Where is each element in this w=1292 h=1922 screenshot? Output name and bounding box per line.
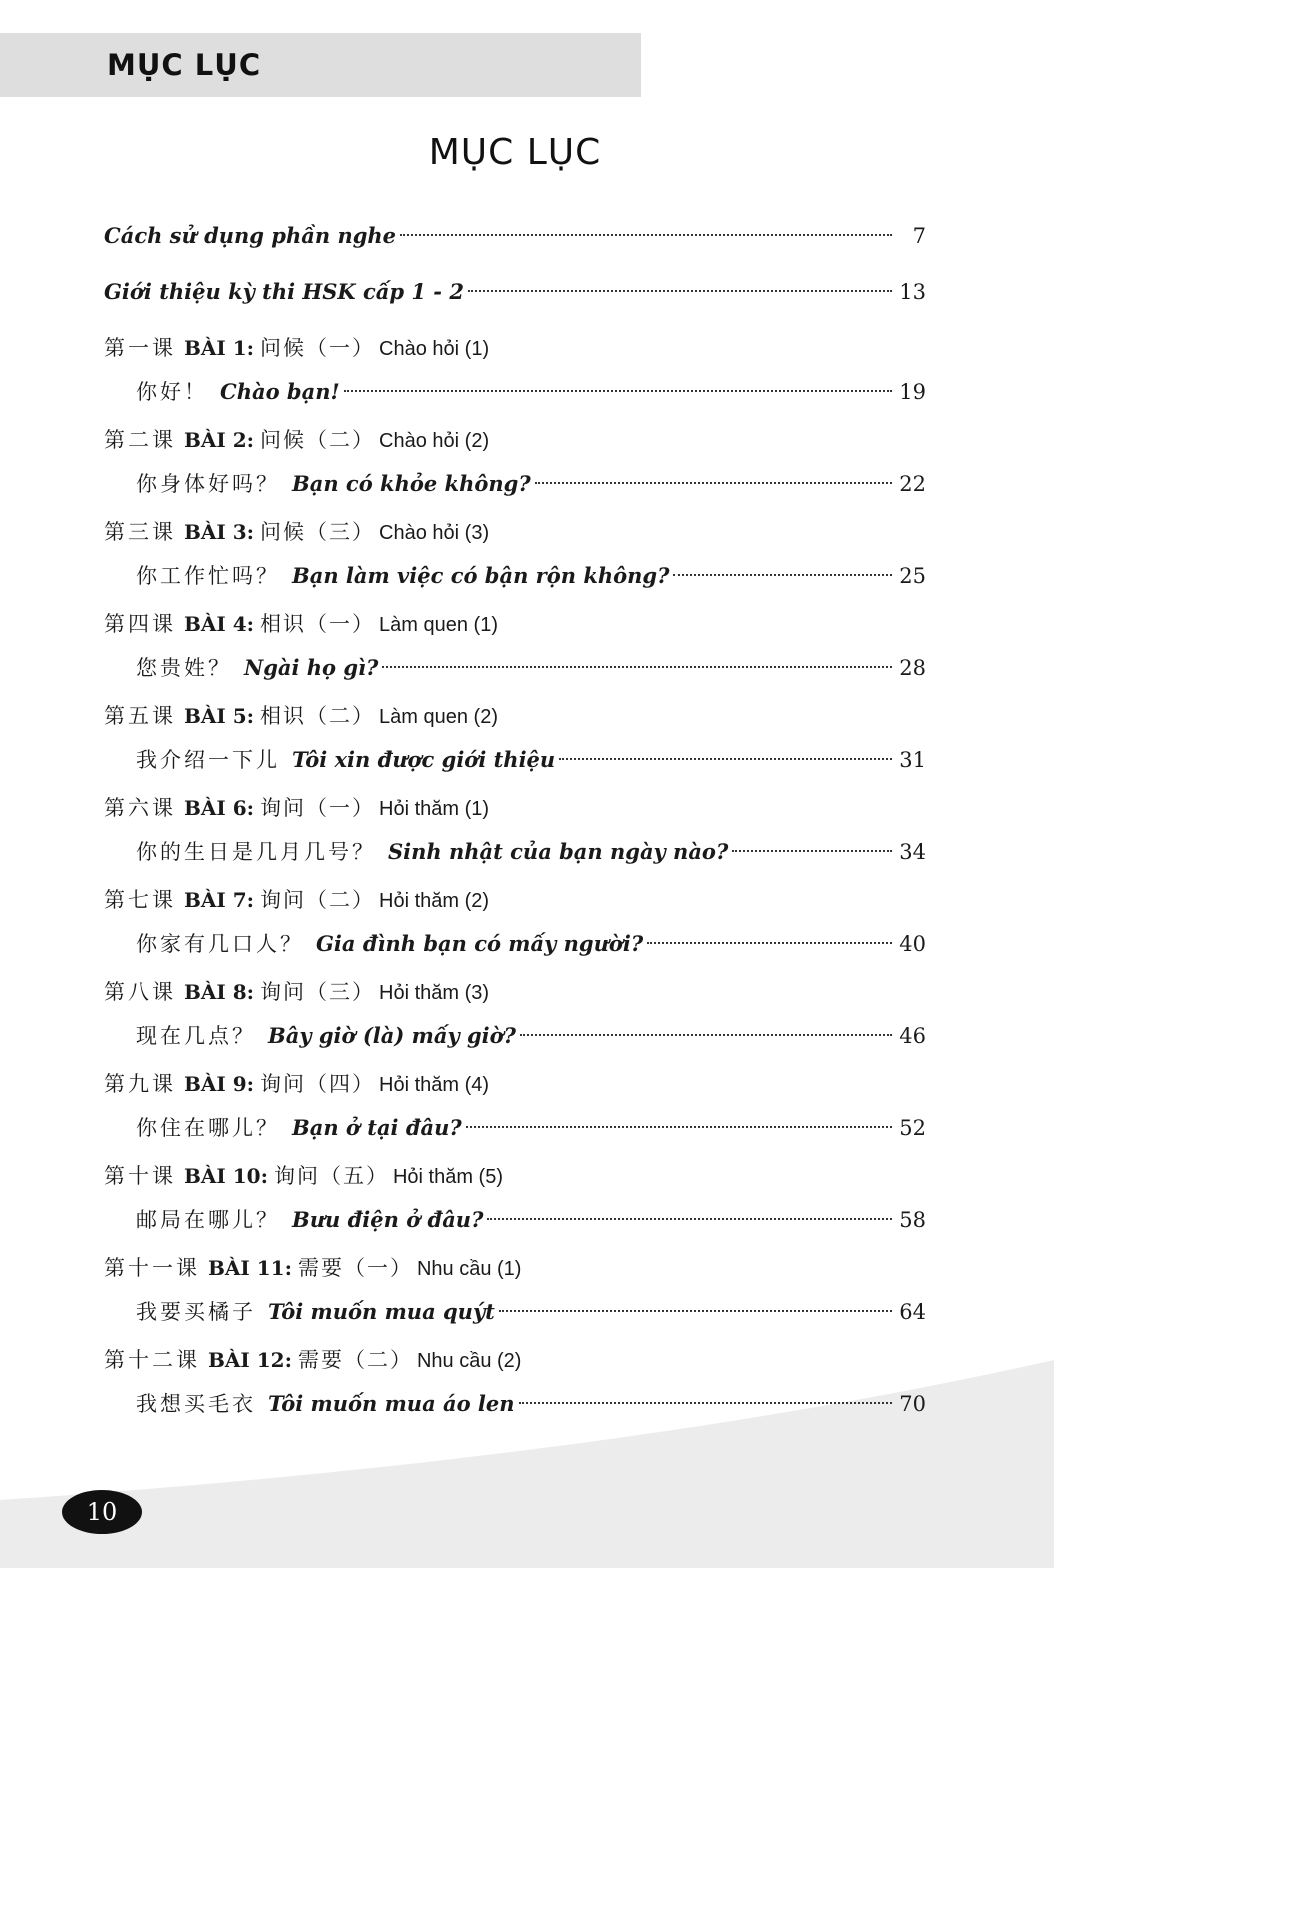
lesson-heading (104, 1338, 926, 1382)
page-ref: 22 (899, 472, 926, 496)
lesson-title-zh: 你好！ (136, 380, 208, 404)
dot-leader (519, 1402, 892, 1404)
lesson-title-row[interactable] (104, 1106, 926, 1150)
lesson-topic-vi: Chào hỏi (1) (379, 338, 490, 360)
page-ref: 13 (899, 280, 926, 304)
lesson-topic-vi: Chào hỏi (2) (379, 430, 490, 452)
lesson-title-row[interactable] (104, 1014, 926, 1058)
dot-leader (466, 1126, 892, 1128)
lesson-entry (104, 510, 926, 598)
lesson-title-vi: Tôi xin được giới thiệu (292, 747, 556, 772)
dot-leader (559, 758, 892, 760)
lesson-title-row[interactable] (104, 738, 926, 782)
lesson-number-zh: 第十课 (104, 1164, 176, 1188)
running-header: MỤC LỤC (107, 48, 262, 82)
lesson-topic-vi: Chào hỏi (3) (379, 522, 490, 544)
lesson-number-zh: 第一课 (104, 336, 176, 360)
lesson-label: BÀI 6: (184, 796, 255, 820)
lesson-topic-zh: 问候（一） (260, 336, 376, 360)
lesson-list (104, 326, 926, 1426)
lesson-title-vi: Bưu điện ở đâu? (292, 1207, 484, 1232)
lesson-label: BÀI 11: (208, 1256, 292, 1280)
lesson-topic-zh: 需要（二） (297, 1348, 413, 1372)
lesson-label: BÀI 12: (208, 1348, 292, 1372)
lesson-title-zh: 你工作忙吗？ (136, 564, 280, 588)
lesson-label: BÀI 3: (184, 520, 255, 544)
lesson-heading (104, 786, 926, 830)
lesson-topic-vi: Hỏi thăm (5) (392, 1166, 503, 1188)
lesson-title-zh: 我要买橘子 (136, 1300, 256, 1324)
dot-leader (520, 1034, 892, 1036)
lesson-entry (104, 970, 926, 1058)
lesson-title-row[interactable] (104, 830, 926, 874)
lesson-topic-zh: 问候（二） (260, 428, 376, 452)
dot-leader (535, 482, 892, 484)
lesson-topic-zh: 问候（三） (260, 520, 376, 544)
lesson-number-zh: 第六课 (104, 796, 176, 820)
header-band (0, 33, 641, 97)
lesson-label: BÀI 4: (184, 612, 255, 636)
page-ref: 58 (899, 1208, 926, 1232)
lesson-topic-vi: Làm quen (2) (379, 706, 499, 728)
lesson-title-vi: Gia đình bạn có mấy người? (316, 931, 644, 956)
lesson-entry (104, 1246, 926, 1334)
lesson-heading (104, 418, 926, 462)
lesson-number-zh: 第九课 (104, 1072, 176, 1096)
lesson-title-vi: Ngài họ gì? (244, 655, 379, 680)
page-ref: 64 (899, 1300, 926, 1324)
lesson-title-row[interactable] (104, 1290, 926, 1334)
toc-entry[interactable] (104, 270, 926, 314)
lesson-title-zh: 你住在哪儿？ (136, 1116, 280, 1140)
lesson-heading (104, 326, 926, 370)
lesson-title-vi: Sinh nhật của bạn ngày nào? (388, 839, 729, 864)
lesson-label: BÀI 10: (184, 1164, 268, 1188)
toc-entry[interactable] (104, 214, 926, 258)
lesson-heading (104, 602, 926, 646)
lesson-title-zh: 您贵姓？ (136, 656, 232, 680)
lesson-title-vi: Bây giờ (là) mấy giờ? (268, 1023, 516, 1048)
lesson-title-row[interactable] (104, 1198, 926, 1242)
lesson-topic-zh: 询问（四） (260, 1072, 376, 1096)
lesson-number-zh: 第四课 (104, 612, 176, 636)
dot-leader (344, 390, 892, 392)
lesson-heading (104, 1154, 926, 1198)
page-ref: 70 (899, 1392, 926, 1416)
lesson-topic-vi: Hỏi thăm (4) (379, 1074, 490, 1096)
dot-leader (732, 850, 892, 852)
dot-leader (468, 290, 892, 292)
page-ref: 52 (899, 1116, 926, 1140)
lesson-entry (104, 1154, 926, 1242)
lesson-title-zh: 邮局在哪儿？ (136, 1208, 280, 1232)
page-ref: 28 (899, 656, 926, 680)
lesson-entry (104, 1062, 926, 1150)
lesson-topic-vi: Làm quen (1) (379, 614, 499, 636)
lesson-title-vi: Tôi muốn mua áo len (268, 1391, 515, 1416)
lesson-title-vi: Bạn làm việc có bận rộn không? (292, 563, 670, 588)
lesson-title-row[interactable] (104, 554, 926, 598)
lesson-label: BÀI 7: (184, 888, 255, 912)
page-ref: 19 (899, 380, 926, 404)
table-of-contents (104, 214, 926, 1430)
lesson-title-row[interactable] (104, 462, 926, 506)
lesson-topic-vi: Hỏi thăm (1) (379, 798, 490, 820)
lesson-number-zh: 第十一课 (104, 1256, 200, 1280)
lesson-entry (104, 786, 926, 874)
page-title: MỤC LỤC (428, 132, 602, 173)
lesson-title-vi: Tôi muốn mua quýt (268, 1299, 495, 1324)
lesson-topic-zh: 询问（五） (273, 1164, 389, 1188)
lesson-number-zh: 第五课 (104, 704, 176, 728)
lesson-topic-zh: 相识（一） (260, 612, 376, 636)
lesson-label: BÀI 2: (184, 428, 255, 452)
lesson-heading (104, 878, 926, 922)
lesson-entry (104, 1338, 926, 1426)
lesson-entry (104, 602, 926, 690)
lesson-label: BÀI 1: (184, 336, 255, 360)
lesson-title-zh: 你家有几口人？ (136, 932, 304, 956)
lesson-title-zh: 你身体好吗？ (136, 472, 280, 496)
page-ref: 40 (899, 932, 926, 956)
lesson-topic-zh: 询问（二） (260, 888, 376, 912)
lesson-topic-zh: 相识（二） (260, 704, 376, 728)
lesson-title-row[interactable] (104, 1382, 926, 1426)
lesson-heading (104, 510, 926, 554)
lesson-title-vi: Bạn ở tại đâu? (292, 1115, 462, 1140)
lesson-entry (104, 418, 926, 506)
lesson-number-zh: 第八课 (104, 980, 176, 1004)
lesson-heading (104, 1062, 926, 1106)
page-ref: 25 (899, 564, 926, 588)
lesson-title-zh: 现在几点？ (136, 1024, 256, 1048)
page-ref: 34 (899, 840, 926, 864)
page-ref: 7 (912, 224, 926, 248)
lesson-topic-vi: Nhu cầu (1) (416, 1258, 522, 1280)
lesson-entry (104, 326, 926, 414)
lesson-entry (104, 694, 926, 782)
lesson-number-zh: 第七课 (104, 888, 176, 912)
lesson-title-row[interactable] (104, 646, 926, 690)
lesson-topic-zh: 询问（三） (260, 980, 376, 1004)
lesson-topic-vi: Nhu cầu (2) (416, 1350, 522, 1372)
lesson-heading (104, 1246, 926, 1290)
lesson-title-zh: 我想买毛衣 (136, 1392, 256, 1416)
dot-leader (382, 666, 892, 668)
lesson-number-zh: 第二课 (104, 428, 176, 452)
lesson-entry (104, 878, 926, 966)
entry-title: Giới thiệu kỳ thi HSK cấp 1 - 2 (104, 279, 464, 304)
page-ref: 31 (899, 748, 926, 772)
lesson-label: BÀI 8: (184, 980, 255, 1004)
dot-leader (499, 1310, 892, 1312)
lesson-heading (104, 694, 926, 738)
lesson-label: BÀI 5: (184, 704, 255, 728)
lesson-label: BÀI 9: (184, 1072, 255, 1096)
lesson-topic-vi: Hỏi thăm (3) (379, 982, 490, 1004)
dot-leader (487, 1218, 892, 1220)
dot-leader (673, 574, 892, 576)
dot-leader (647, 942, 892, 944)
lesson-topic-vi: Hỏi thăm (2) (379, 890, 490, 912)
lesson-title-row[interactable] (104, 922, 926, 966)
lesson-title-vi: Chào bạn! (220, 379, 340, 404)
lesson-title-zh: 我介绍一下儿 (136, 748, 280, 772)
entry-title: Cách sử dụng phần nghe (104, 223, 397, 248)
lesson-title-row[interactable] (104, 370, 926, 414)
lesson-number-zh: 第十二课 (104, 1348, 200, 1372)
page-number: 10 (62, 1490, 142, 1534)
lesson-title-vi: Bạn có khỏe không? (292, 471, 531, 496)
lesson-topic-zh: 询问（一） (260, 796, 376, 820)
page-ref: 46 (899, 1024, 926, 1048)
lesson-number-zh: 第三课 (104, 520, 176, 544)
lesson-title-zh: 你的生日是几月几号？ (136, 840, 376, 864)
lesson-topic-zh: 需要（一） (297, 1256, 413, 1280)
dot-leader (400, 234, 892, 236)
lesson-heading (104, 970, 926, 1014)
